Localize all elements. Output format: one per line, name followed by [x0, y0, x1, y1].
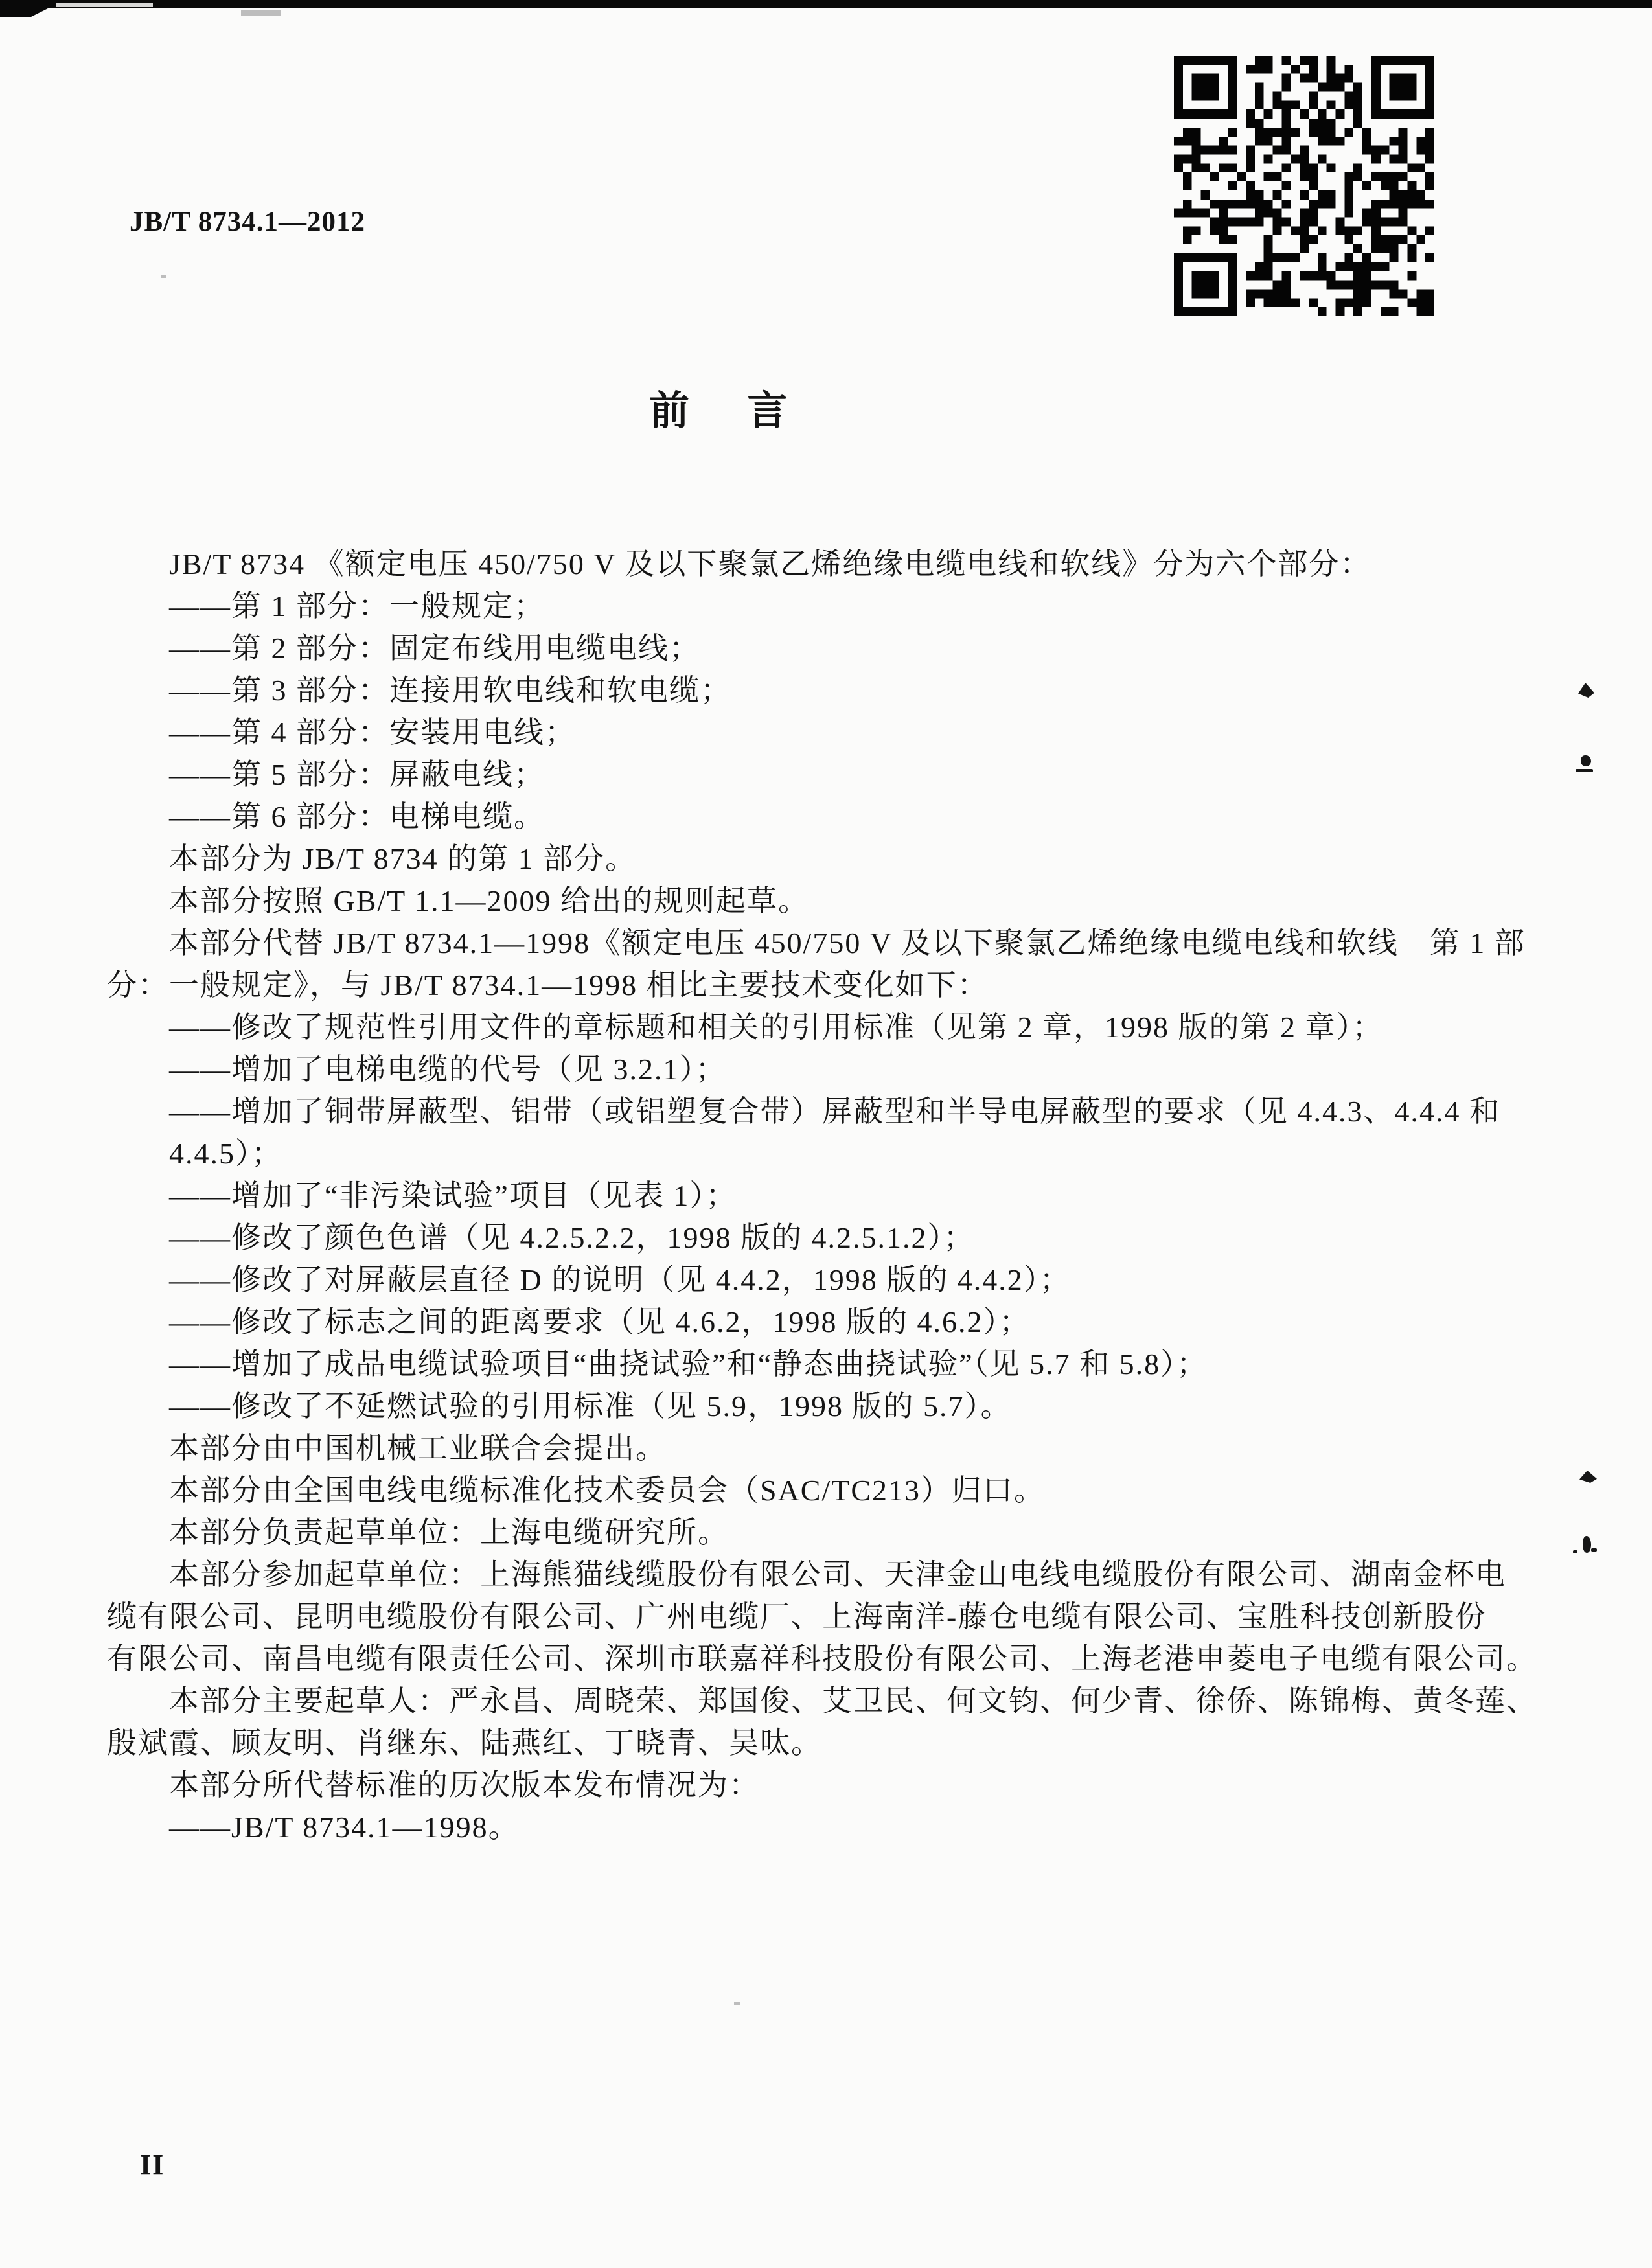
- body-line: 本部分由全国电线电缆标准化技术委员会（SAC/TC213）归口。: [169, 1474, 1046, 1507]
- ink-speck: [1591, 1548, 1597, 1552]
- ink-speck: [1579, 1471, 1597, 1483]
- body-line: 本部分代替 JB/T 8734.1—1998《额定电压 450/750 V 及以下聚氯乙烯绝缘电缆电线和软线 第 1 部: [169, 926, 1526, 959]
- scan-artifact-top-bar: [0, 0, 1652, 8]
- body-line: 殷斌霞、顾友明、肖继东、陆燕红、丁晓青、吴呔。: [107, 1726, 822, 1759]
- page-number: II: [140, 2149, 165, 2181]
- body-line: ——第 4 部分：安装用电线；: [169, 716, 576, 749]
- scan-noise-mark: [241, 10, 281, 16]
- body-line: 本部分按照 GB/T 1.1—2009 给出的规则起草。: [169, 884, 809, 917]
- standard-code: JB/T 8734.1—2012: [130, 207, 366, 237]
- body-line: ——修改了颜色色谱（见 4.2.5.2.2，1998 版的 4.2.5.1.2）；: [169, 1221, 975, 1254]
- body-line: ——增加了铜带屏蔽型、铝带（或铝塑复合带）屏蔽型和半导电屏蔽型的要求（见 4.4.3、4.4.4 和: [169, 1095, 1500, 1128]
- body-line: ——修改了对屏蔽层直径 D 的说明（见 4.4.2，1998 版的 4.4.2）；: [169, 1263, 1071, 1296]
- body-line: 本部分由中国机械工业联合会提出。: [169, 1432, 667, 1465]
- scan-noise-mark: [161, 275, 166, 278]
- body-line: 本部分参加起草单位：上海熊猫线缆股份有限公司、天津金山电线电缆股份有限公司、湖南金杯电: [169, 1558, 1506, 1591]
- body-line: ——第 6 部分：电梯电缆。: [169, 800, 545, 833]
- body-line: ——修改了标志之间的距离要求（见 4.6.2，1998 版的 4.6.2）；: [169, 1305, 1031, 1338]
- body-line: ——增加了“非污染试验”项目（见表 1）；: [169, 1179, 737, 1212]
- ink-speck: [1576, 769, 1593, 772]
- foreword-body: [107, 543, 1555, 1848]
- scan-artifact-corner-blob: [0, 0, 62, 17]
- body-line: 本部分主要起草人：严永昌、周晓荣、郑国俊、艾卫民、何文钧、何少青、徐侨、陈锦梅、黄冬莲、: [169, 1684, 1537, 1717]
- scan-noise-mark: [734, 2002, 740, 2005]
- body-line: 本部分所代替标准的历次版本发布情况为：: [169, 1769, 760, 1802]
- body-line: ——修改了不延燃试验的引用标准（见 5.9，1998 版的 5.7）。: [169, 1390, 1012, 1423]
- body-line: ——第 1 部分：一般规定；: [169, 590, 545, 623]
- body-line: 有限公司、南昌电缆有限责任公司、深圳市联嘉祥科技股份有限公司、上海老港申菱电子电缆有限公司。: [107, 1642, 1537, 1675]
- body-line: ——JB/T 8734.1—1998。: [169, 1811, 520, 1844]
- ink-speck: [1581, 755, 1591, 766]
- body-line: ——修改了规范性引用文件的章标题和相关的引用标准（见第 2 章，1998 版的第 2 章）；: [169, 1011, 1384, 1044]
- scan-artifact-notch: [56, 3, 153, 7]
- page-title: 前 言: [649, 389, 790, 433]
- ink-speck: [1578, 683, 1594, 698]
- body-line: JB/T 8734 《额定电压 450/750 V 及以下聚氯乙烯绝缘电缆电线和软线》分为六个部分：: [169, 547, 1371, 580]
- body-line: 本部分为 JB/T 8734 的第 1 部分。: [169, 842, 637, 875]
- ink-speck: [1573, 1550, 1577, 1553]
- body-line: ——第 3 部分：连接用软电线和软电缆；: [169, 674, 731, 707]
- body-line: 分：一般规定》，与 JB/T 8734.1—1998 相比主要技术变化如下：: [107, 968, 989, 1002]
- body-line: ——第 5 部分：屏蔽电线；: [169, 758, 545, 791]
- body-line: ——增加了成品电缆试验项目“曲挠试验”和“静态曲挠试验”（见 5.7 和 5.8）；: [169, 1347, 1208, 1380]
- ink-speck: [1583, 1536, 1591, 1553]
- qr-code: [1174, 56, 1434, 316]
- body-line: ——第 2 部分：固定布线用电缆电线；: [169, 632, 700, 665]
- body-line: 本部分负责起草单位：上海电缆研究所。: [169, 1516, 729, 1549]
- body-line: 缆有限公司、昆明电缆股份有限公司、广州电缆厂、上海南洋-藤仓电缆有限公司、宝胜科技创新股份: [107, 1600, 1487, 1633]
- body-line: 4.4.5）；: [169, 1137, 282, 1170]
- body-line: ——增加了电梯电缆的代号（见 3.2.1）；: [169, 1053, 727, 1086]
